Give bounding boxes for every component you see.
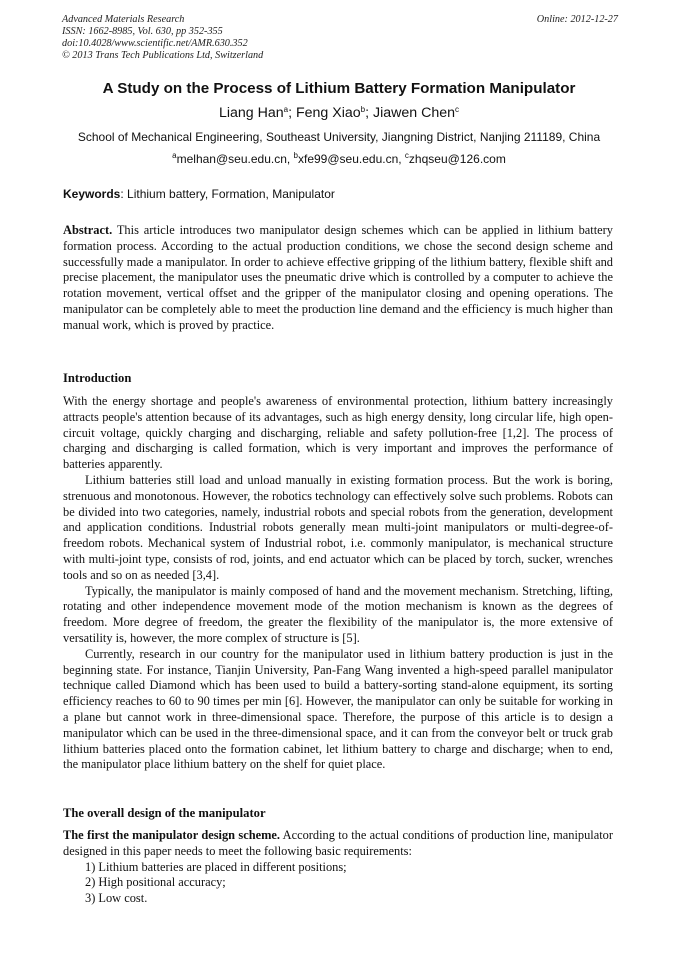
email-mark: c <box>404 151 409 160</box>
email-separator: , <box>286 152 294 166</box>
online-date: Online: 2012-12-27 <box>536 14 618 25</box>
email-mark: b <box>293 151 298 160</box>
email-separator: , <box>398 152 405 166</box>
requirement-item: 3) Low cost. <box>85 891 148 906</box>
abstract-section <box>63 223 613 334</box>
paragraph: With the energy shortage and people's awareness of environmental protection, lithium battery increasingly attracts people's attention because of its advantages, such as high energy density, long circular life, high open-circuit voltage, quickly charging and discharging, reliable and safety pollution-free [1,2]. The process of charging and discharging is called formation, which is very important and improves the performance of batteries apparently. <box>63 394 613 472</box>
email-link[interactable]: melhan@seu.edu.cn <box>176 152 287 166</box>
email-link[interactable]: xfe99@seu.edu.cn <box>298 152 399 166</box>
author-mark: a <box>283 105 289 114</box>
paragraph: Currently, research in our country for the manipulator used in lithium battery production is just in the beginning state. For instance, Tianjin University, Pan-Fang Wang invented a high-speed parallel manipulator technique called Diamond which has been used to build a battery-sorting stand-alone equipment, its sorting efficiency reaches to 60 to 90 times per min [6]. However, the manipulator can only be suitable for working in a plane but cannot work in three-dimensional space. Therefore, the purpose of this article is to design a manipulator which can be used in the three-dimensional space, and it can from the conveyor belt or truck grab lithium batteries placed onto the formation cabinet, let lithium battery to charge and discharge; when to end, the manipulator place lithium battery on the shelf for quiet place. <box>63 646 613 772</box>
abstract-text: This article introduces two manipulator design schemes which can be applied in lithium battery formation process. According to the actual production conditions, we chose the second design scheme and successfully made a manipulator. In order to achieve effective gripping of the lithium battery, flexible shift and precise placement, the manipulator uses the pneumatic drive which is controlled by a computer to achieve the rotation movement, vertical offset and the gripper of the manipulator closing and opening operations. The manipulator can be completely able to meet the production line demand and the efficiency is much higher than manual work, which is proved by practice. <box>63 223 613 332</box>
section-heading-introduction: Introduction <box>63 371 132 385</box>
overall-design-section <box>63 828 613 907</box>
author-name: Jiawen Chen <box>373 105 456 121</box>
email-link[interactable]: zhqseu@126.com <box>408 152 506 166</box>
author-list <box>40 103 638 123</box>
author-mark: b <box>360 105 366 114</box>
author-separator: ; <box>288 105 296 121</box>
paragraph: Lithium batteries still load and unload manually in existing formation process. But the work is boring, strenuous and monotonous. However, the robotics technology can effectively solve such problems. Robots can be divided into two categories, namely, industrial robots and special robots from the generation, development and application conditions. Industrial robots generally mean multi-joint manipulators or multi-degree-of-freedom robots. Mechanical system of Industrial robot, i.e. commonly manipulator, is mechanical structure with multi-joint type, consists of rod, joints, and end actuator which can be placed by torch, sucker, wrenches tools and so on as needed [3,4]. <box>63 472 613 582</box>
keywords-label: Keywords <box>63 187 121 201</box>
requirement-item: 1) Lithium batteries are placed in different positions; <box>85 859 347 874</box>
keywords-text: : Lithium battery, Formation, Manipulator <box>120 187 335 201</box>
author-name: Feng Xiao <box>295 105 361 121</box>
copyright-line: © 2013 Trans Tech Publications Ltd, Switzerland <box>62 50 264 61</box>
author-mark: c <box>455 105 460 114</box>
abstract-label: Abstract. <box>63 223 113 237</box>
doi-line[interactable]: doi:10.4028/www.scientific.net/AMR.630.352 <box>62 38 248 49</box>
introduction-section <box>63 394 613 773</box>
affiliation: School of Mechanical Engineering, Southeast University, Jiangning District, Nanjing 211189, China <box>77 130 601 144</box>
scheme-lead: The first the manipulator design scheme. <box>63 828 281 842</box>
section-heading-overall-design: The overall design of the manipulator <box>63 806 266 820</box>
email-list <box>40 151 638 167</box>
paragraph <box>63 828 613 860</box>
author-name: Liang Han <box>218 105 284 121</box>
requirement-item: 2) High positional accuracy; <box>85 875 226 890</box>
email-mark: a <box>172 151 177 160</box>
issn-line: ISSN: 1662-8985, Vol. 630, pp 352-355 <box>62 26 223 37</box>
scheme-text: According to the actual conditions of production line, manipulator designed in this paper needs to meet the following basic requirements: <box>63 828 613 858</box>
journal-header <box>62 14 618 62</box>
author-separator: ; <box>365 105 374 121</box>
abstract-paragraph <box>63 223 613 334</box>
paragraph: Typically, the manipulator is mainly composed of hand and the movement mechanism. Stretching, lifting, rotating and other independence movement mode of the motion mechanism is known as the degrees of freedom. More degree of freedom, the greater the flexibility of the manipulator is, the more extensive of versatility is, however, the more complex of structure is [5]. <box>63 583 613 645</box>
keywords-line <box>63 186 615 202</box>
paper-title: A Study on the Process of Lithium Battery Formation Manipulator <box>102 80 576 97</box>
journal-name: Advanced Materials Research <box>62 14 185 25</box>
